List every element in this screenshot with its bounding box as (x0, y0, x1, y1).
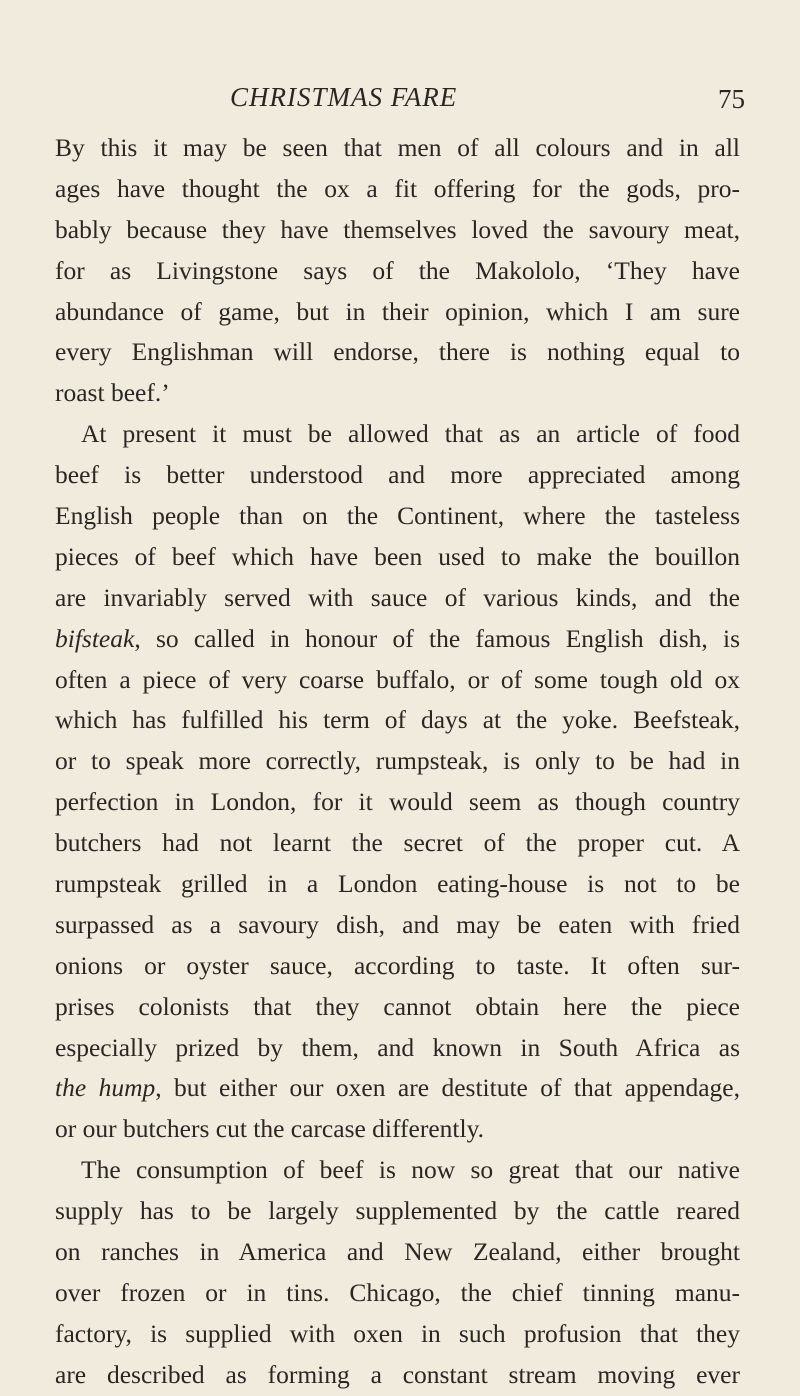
text-line: or to speak more correctly, rumpsteak, is only to be had in (55, 746, 740, 776)
text-line: pieces of beef which have been used to make the bouillon (55, 541, 740, 571)
text-line: beef is better understood and more appreciated among (55, 460, 740, 490)
text-line: especially prized by them, and known in South Africa as (55, 1032, 740, 1062)
text-line: often a piece of very coarse buffalo, or of some tough old ox (55, 664, 740, 694)
text-line: rumpsteak grilled in a London eating-house is not to be (55, 869, 740, 899)
running-title: CHRISTMAS FARE (230, 82, 458, 112)
text-line: are described as forming a constant stream moving ever (55, 1359, 740, 1389)
text-line (55, 619, 740, 660)
text-line: surpassed as a savoury dish, and may be eaten with fried (55, 909, 740, 939)
text-line: The consumption of beef is now so great that our native (81, 1155, 740, 1185)
text-line: bably because they have themselves loved the savoury meat, (55, 214, 740, 244)
text-line: roast beef.’ (55, 378, 170, 408)
text-line: At present it must be allowed that as an article of food (81, 419, 740, 449)
body-text (55, 128, 740, 1396)
text-line: are invariably served with sauce of various kinds, and the (55, 582, 740, 612)
text-line: ages have thought the ox a fit offering for the gods, pro- (55, 173, 740, 203)
page-number: 75 (718, 84, 745, 114)
text-line: for as Livingstone says of the Makololo, ‘They have (55, 255, 740, 285)
text-line: over frozen or in tins. Chicago, the chief tinning manu- (55, 1277, 740, 1307)
text-line: factory, is supplied with oxen in such profusion that they (55, 1318, 740, 1348)
text-line: abundance of game, but in their opinion, which I am sure (55, 296, 740, 326)
line-rest: , so called in honour of the famous English dish, is (134, 623, 740, 653)
line-rest: , but either our oxen are destitute of that appendage, (155, 1073, 740, 1103)
text-line (55, 1068, 740, 1109)
text-line: English people than on the Continent, where the tasteless (55, 501, 740, 531)
italic-term: bifsteak (55, 623, 135, 653)
text-line: on ranches in America and New Zealand, either brought (55, 1237, 740, 1267)
text-line: perfection in London, for it would seem as though country (55, 787, 740, 817)
text-line: which has fulfilled his term of days at the yoke. Beefsteak, (55, 705, 740, 735)
text-line: every Englishman will endorse, there is nothing equal to (55, 337, 740, 367)
text-line: or our butchers cut the carcase differently. (55, 1114, 485, 1144)
text-line: prises colonists that they cannot obtain here the piece (55, 991, 740, 1021)
italic-term: the hump (55, 1073, 156, 1103)
text-line: By this it may be seen that men of all colours and in all (55, 133, 740, 162)
text-line: butchers had not learnt the secret of the proper cut. A (55, 828, 740, 858)
text-line: onions or oyster sauce, according to taste. It often sur- (55, 950, 740, 980)
text-line: supply has to be largely supplemented by the cattle reared (55, 1196, 740, 1226)
